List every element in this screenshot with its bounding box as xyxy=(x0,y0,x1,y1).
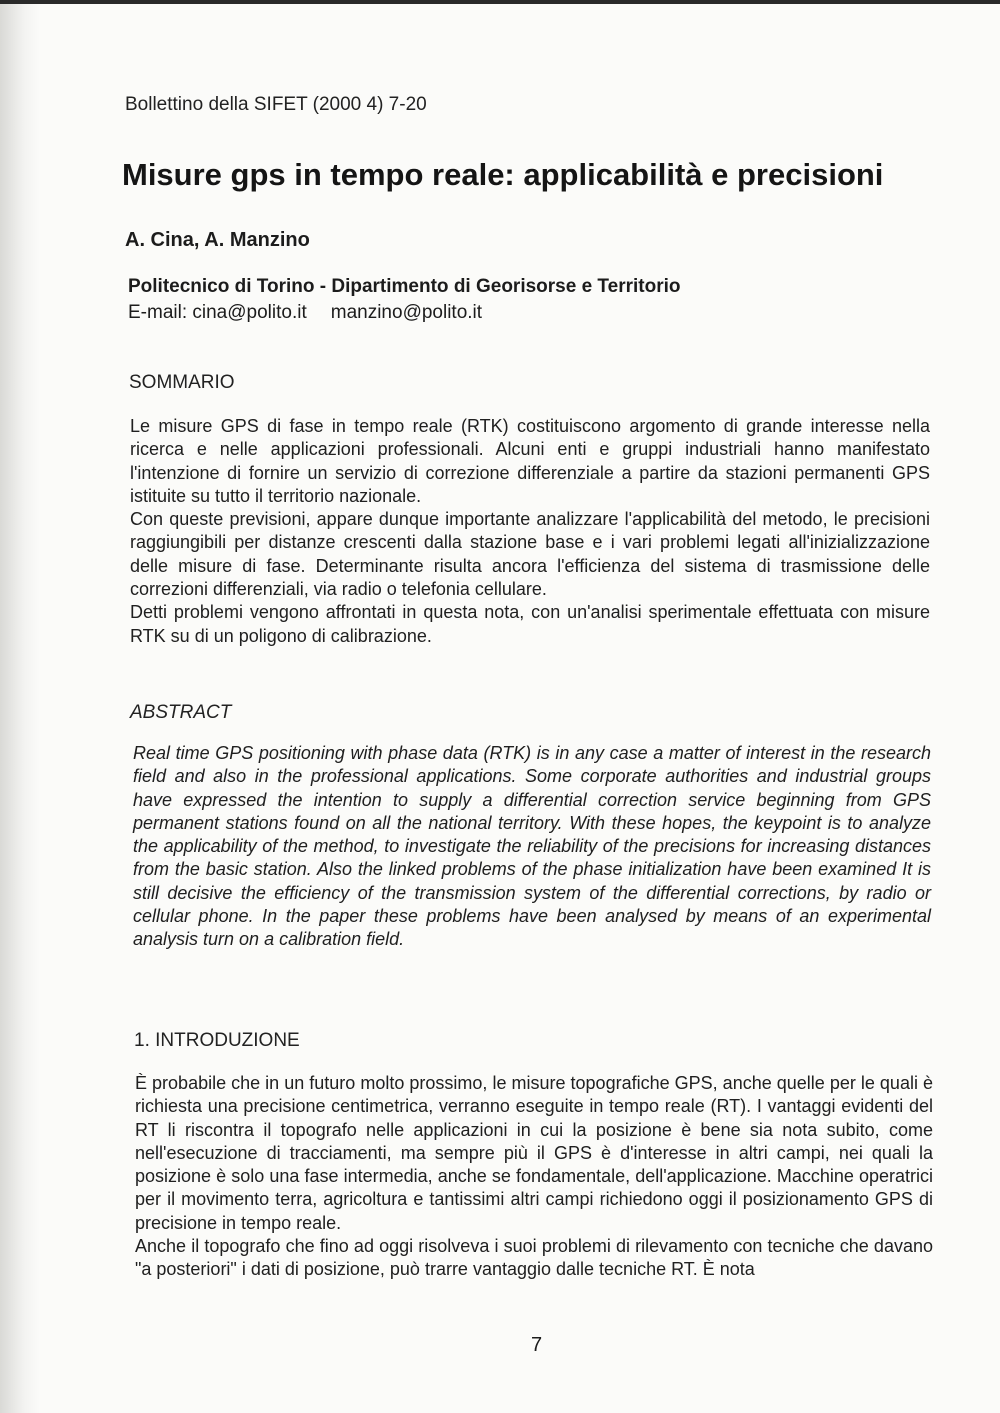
abstract-body xyxy=(133,742,931,952)
sommario-heading: SOMMARIO xyxy=(129,372,235,393)
page-number: 7 xyxy=(531,1334,543,1356)
sommario-paragraph: Con queste previsioni, appare dunque importante analizzare l'applicabilità del metodo, le precisioni raggiungibili per distanze crescenti dalla stazione base e i vari problemi legati all'inizializzazione delle misure di fase. Determinante risulta ancora l'efficienza del sistema di trasmissione delle correzioni differenziali, via radio o telefonia cellulare. xyxy=(130,509,930,600)
introduction-heading: 1. INTRODUZIONE xyxy=(134,1030,300,1051)
sommario-paragraph: Detti problemi vengono affrontati in questa nota, con un'analisi sperimentale effettuata con misure RTK su di un poligono di calibrazione. xyxy=(130,602,930,646)
introduction-paragraph: È probabile che in un futuro molto prossimo, le misure topografiche GPS, anche quelle per le quali è richiesta una precisione centimetrica, verranno eseguite in tempo reale (RT). I vantaggi evidenti del RT li riscontra il topografo nelle applicazioni in cui la posizione è bene sia nota subito, come nell'esecuzione di tracciamenti, ma sempre più il GPS è d'interesse in altri campi, nei quali la posizione è solo una fase intermedia, anche se fondamentale, dell'applicazione. Macchine operatrici per il movimento terra, agricoltura e tantissimi altri campi richiedono oggi il posizionamento GPS di precisione in tempo reale. xyxy=(135,1073,933,1233)
introduction-paragraph: Anche il topografo che fino ad oggi risolveva i suoi problemi di rilevamento con tecniche che davano "a posteriori" i dati di posizione, può trarre vantaggio dalle tecniche RT. È nota xyxy=(135,1236,933,1280)
abstract-paragraph: Real time GPS positioning with phase data (RTK) is in any case a matter of interest in the research field and also in the professional applications. Some corporate authorities and industrial groups have expressed the intention to supply a differential correction service beginning from GPS permanent stations found on all the national territory. With these hopes, the keypoint is to analyze the applicability of the method, to investigate the reliability of the precisions for increasing distances from the basic station. Also the linked problems of the phase initialization have been examined It is still decisive the efficiency of the transmission system of the differential corrections, by radio or cellular phone. In the paper these problems have been analysed by means of an experimental analysis turn on a calibration field. xyxy=(133,743,931,950)
abstract-heading: ABSTRACT xyxy=(130,702,232,723)
email-secondary: manzino@polito.it xyxy=(330,302,483,323)
introduction-body xyxy=(135,1072,933,1282)
paper-title: Misure gps in tempo reale: applicabilità e precisioni xyxy=(122,157,884,192)
journal-citation: Bollettino della SIFET (2000 4) 7-20 xyxy=(125,94,427,115)
affiliation: Politecnico di Torino - Dipartimento di Georisorse e Territorio xyxy=(128,276,681,297)
sommario-body xyxy=(130,415,930,648)
sommario-paragraph: Le misure GPS di fase in tempo reale (RTK) costituiscono argomento di grande interesse nella ricerca e nelle applicazioni professionali. Alcuni enti e gruppi industriali hanno manifestato l'intenzione di fornire un servizio di correzione differenziale a partire da stazioni permanenti GPS istituite su tutto il territorio nazionale. xyxy=(130,416,930,506)
email-primary: E-mail: cina@polito.it xyxy=(128,302,307,323)
authors: A. Cina, A. Manzino xyxy=(125,229,310,251)
email-line xyxy=(128,302,482,324)
